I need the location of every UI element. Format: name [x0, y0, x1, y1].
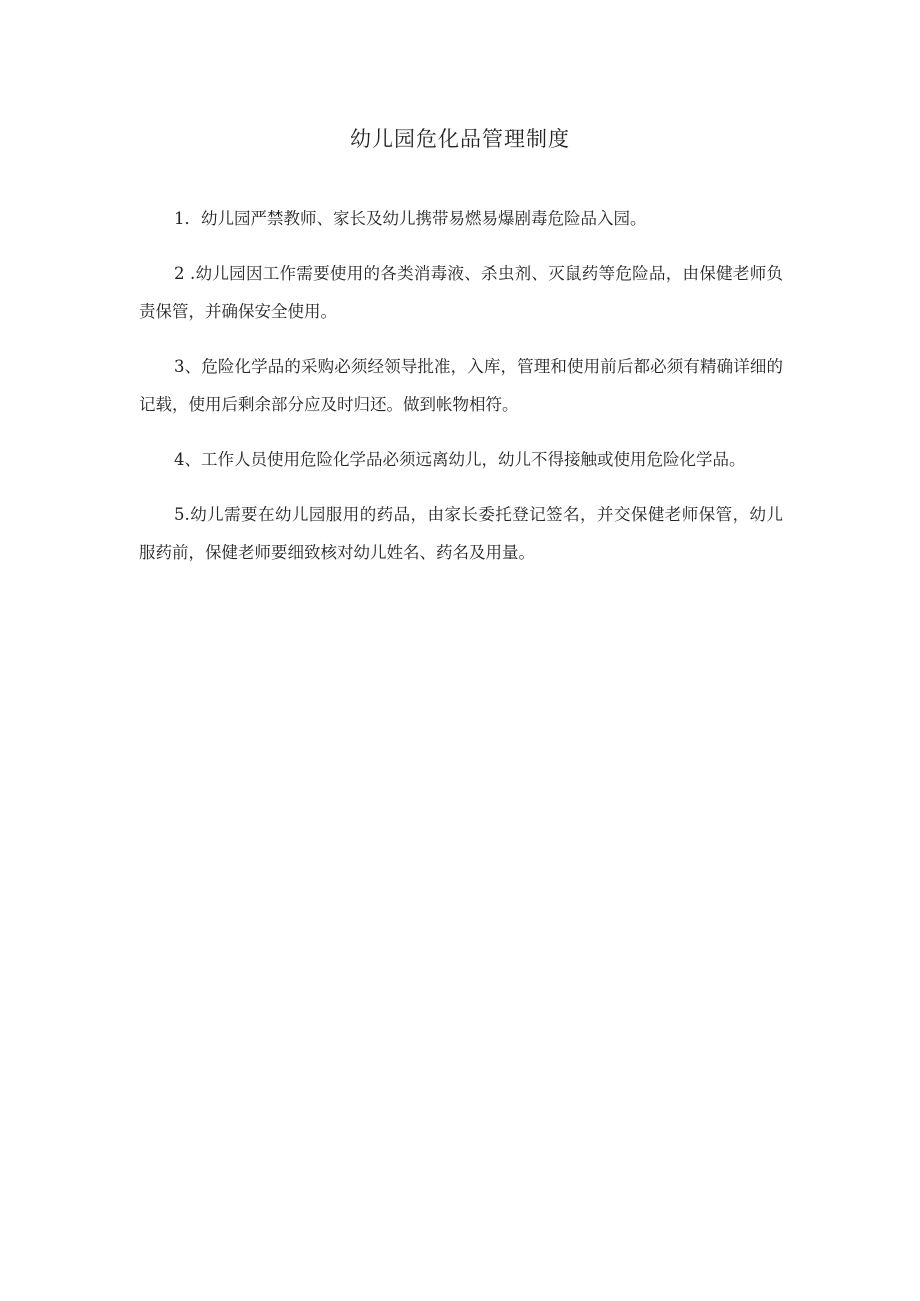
rule-paragraph-4: 4、工作人员使用危险化学品必须远离幼儿，幼儿不得接触或使用危险化学品。 — [174, 450, 746, 469]
document-body — [139, 200, 783, 589]
rule-paragraph-2: 2 .幼儿园因工作需要使用的各类消毒液、杀虫剂、灭鼠药等危险品，由保健老师负责保管，并确保安全使用。 — [139, 264, 783, 321]
document-title: 幼儿园危化品管理制度 — [350, 127, 570, 151]
rule-paragraph-1: 1．幼儿园严禁教师、家长及幼儿携带易燃易爆剧毒危险品入园。 — [174, 209, 647, 228]
rule-paragraph-3: 3、危险化学品的采购必须经领导批准，入库，管理和使用前后都必须有精确详细的记载，使用后剩余部分应及时归还。做到帐物相符。 — [139, 357, 783, 414]
rule-paragraph-5: 5.幼儿需要在幼儿园服用的药品，由家长委托登记签名，并交保健老师保管，幼儿服药前，保健老师要细致核对幼儿姓名、药名及用量。 — [139, 505, 783, 562]
